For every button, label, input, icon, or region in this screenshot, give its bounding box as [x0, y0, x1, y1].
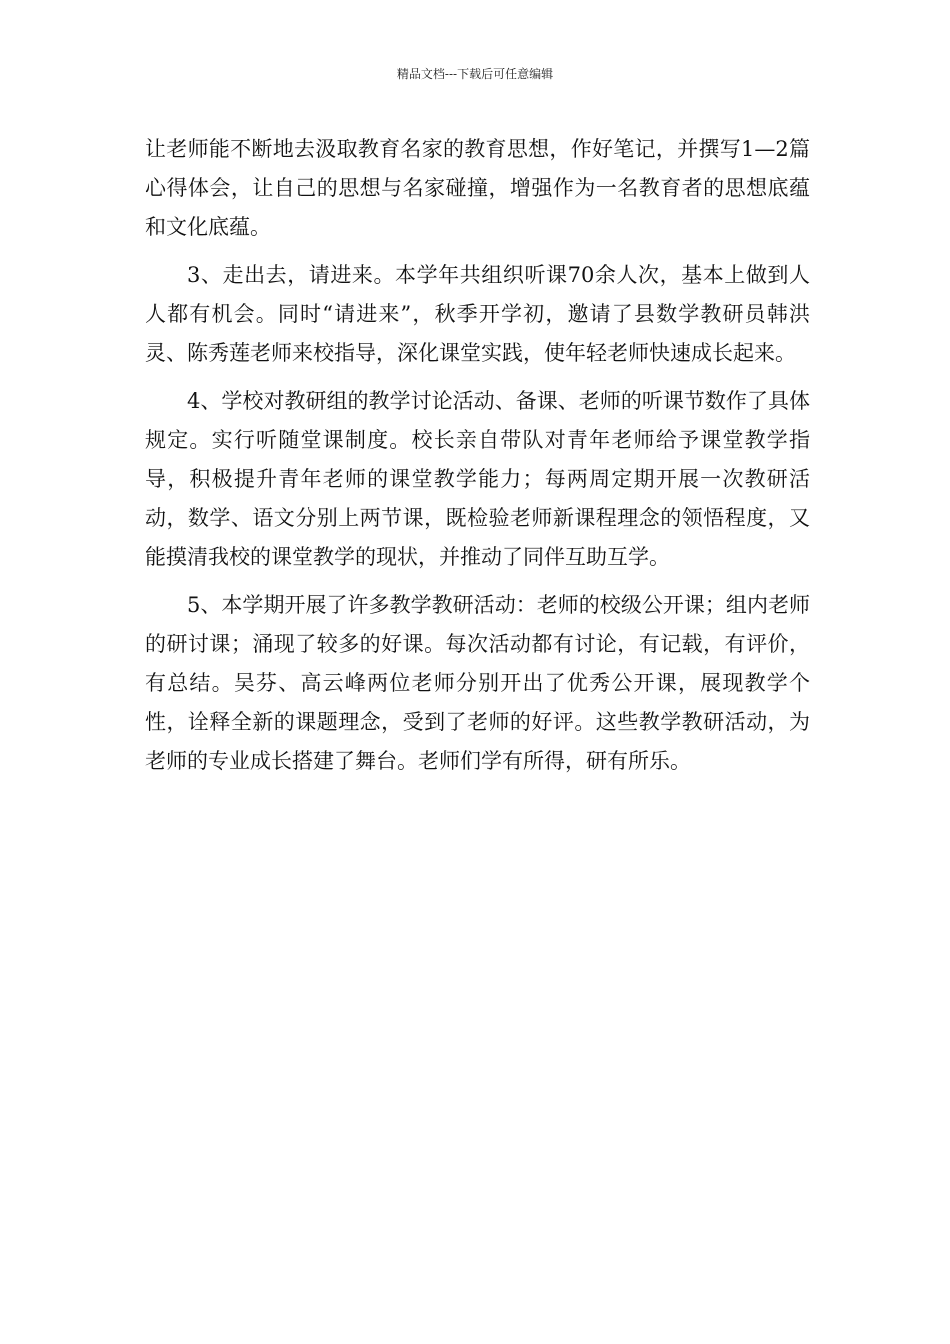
paragraph-continued: 让老师能不断地去汲取教育名家的教育思想，作好笔记，并撰写1—2篇心得体会，让自己的思想与名家碰撞，增强作为一名教育者的思想底蕴和文化底蕴。	[145, 137, 810, 239]
paragraph-item-5: 5、本学期开展了许多教学教研活动：老师的校级公开课；组内老师的研讨课；涌现了较多的好课。每次活动都有讨论，有记载，有评价，有总结。吴芬、高云峰两位老师分别开出了优秀公开课，展现教学个性，诠释全新的课题理念，受到了老师的好评。这些教学教研活动，为老师的专业成长搭建了舞台。老师们学有所得，研有所乐。	[145, 593, 810, 773]
document-body	[145, 130, 810, 781]
paragraph-item-4: 4、学校对教研组的教学讨论活动、备课、老师的听课节数作了具体规定。实行听随堂课制度。校长亲自带队对青年老师给予课堂教学指导，积极提升青年老师的课堂教学能力；每两周定期开展一次教研活动，数学、语文分别上两节课，既检验老师新课程理念的领悟程度，又能摸清我校的课堂教学的现状，并推动了同伴互助互学。	[145, 389, 810, 569]
paragraph-item-3: 3、走出去，请进来。本学年共组织听课70余人次，基本上做到人人都有机会。同时“请进来”，秋季开学初，邀请了县数学教研员韩洪灵、陈秀莲老师来校指导，深化课堂实践，使年轻老师快速成长起来。	[145, 263, 810, 365]
page-header: 精品文档---下载后可任意编辑	[396, 67, 554, 81]
